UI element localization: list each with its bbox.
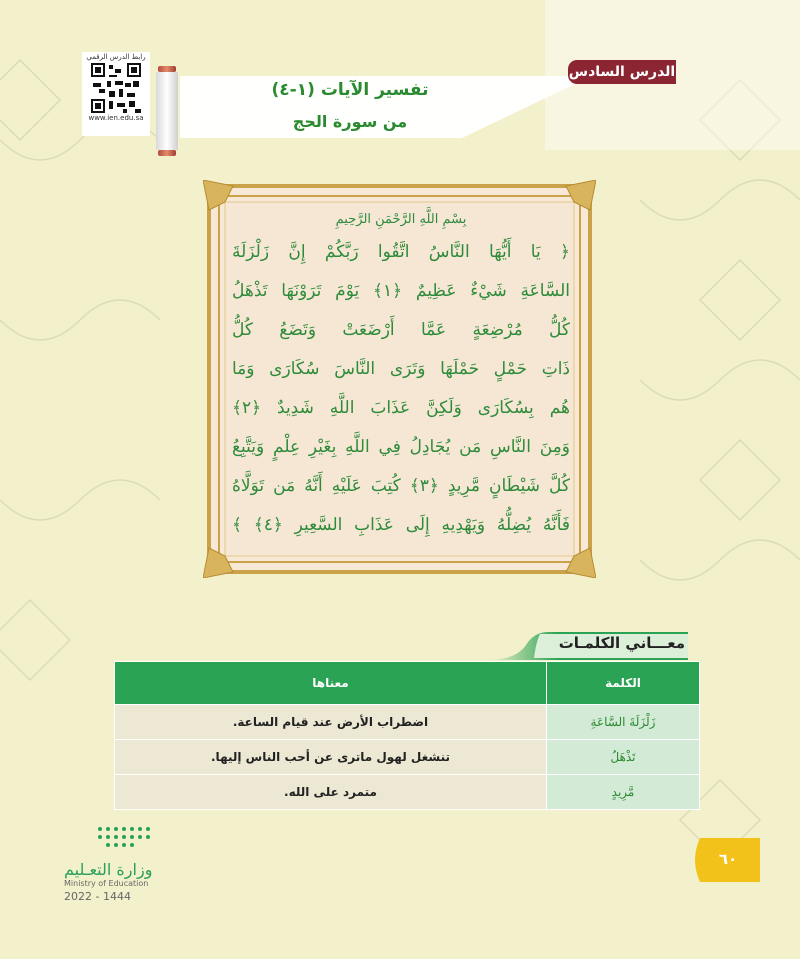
vocab-word: مَّرِيدٍ bbox=[547, 775, 700, 810]
vocab-table bbox=[114, 661, 700, 810]
lesson-subtitle: من سورة الحج bbox=[292, 112, 408, 131]
table-row bbox=[115, 740, 700, 775]
quran-text-block bbox=[232, 212, 570, 545]
vocab-word: زَلْزَلَةَ السَّاعَةِ bbox=[547, 705, 700, 740]
table-row bbox=[115, 705, 700, 740]
qr-code-box[interactable] bbox=[82, 52, 150, 136]
ministry-dots-logo-icon bbox=[64, 826, 154, 848]
vocab-meaning: اضطراب الأرض عند قيام الساعة. bbox=[115, 705, 547, 740]
ministry-name-en: Ministry of Education bbox=[64, 879, 149, 888]
qr-caption: رابط الدرس الرقمي bbox=[86, 53, 146, 61]
verse-line: ذَاتِ حَمْلٍ حَمْلَهَا وَتَرَى النَّاسَ سُكَارَى وَمَا bbox=[232, 359, 570, 379]
column-header-meaning: معناها bbox=[115, 662, 547, 705]
column-header-word: الكلمة bbox=[547, 662, 700, 705]
verse-line: كُلُّ مُرْضِعَةٍ عَمَّا أَرْضَعَتْ وَتَضَعُ كُلُّ bbox=[232, 320, 570, 340]
ministry-name-ar: وزارة التعـليم bbox=[64, 860, 153, 879]
table-row bbox=[115, 775, 700, 810]
lesson-title: تفسير الآيات (١-٤) bbox=[271, 80, 429, 100]
vocab-section-title: معـــاني الكلمـات bbox=[558, 634, 685, 652]
ministry-logo bbox=[64, 826, 204, 903]
lesson-label-tab: الدرس السادس bbox=[568, 60, 676, 84]
vocab-meaning: متمرد على الله. bbox=[115, 775, 547, 810]
verse-line: وَمِنَ النَّاسِ مَن يُجَادِلُ فِي اللَّهِ بِغَيْرِ عِلْمٍ وَيَتَّبِعُ bbox=[232, 437, 570, 457]
vocab-meaning: تنشغل لهول ماترى عن أحب الناس إليها. bbox=[115, 740, 547, 775]
qr-url[interactable]: www.ien.edu.sa bbox=[88, 114, 144, 122]
verse-line: كُلَّ شَيْطَانٍ مَّرِيدٍ ﴿٣﴾ كُتِبَ عَلَيْهِ أَنَّهُ مَن تَوَلَّاهُ bbox=[232, 476, 570, 496]
qr-code-icon[interactable] bbox=[91, 63, 141, 113]
verse-line: فَأَنَّهُ يُضِلُّهُ وَيَهْدِيهِ إِلَى عَذَابِ السَّعِيرِ ﴿٤﴾ ﴾ bbox=[232, 515, 570, 535]
page-number: ٦٠ bbox=[718, 850, 738, 868]
edition-year: 2022 - 1444 bbox=[64, 890, 131, 903]
verse-line: السَّاعَةِ شَيْءٌ عَظِيمٌ ﴿١﴾ يَوْمَ تَرَوْنَهَا تَذْهَلُ bbox=[232, 281, 570, 301]
vocab-word: تَذْهَلُ bbox=[547, 740, 700, 775]
verse-line: ﴿ يَا أَيُّهَا النَّاسُ اتَّقُوا رَبَّكُمْ إِنَّ زَلْزَلَةَ bbox=[232, 242, 570, 262]
vocab-header-row bbox=[115, 662, 700, 705]
basmala: بِسْمِ اللَّهِ الرَّحْمَنِ الرَّحِيمِ bbox=[335, 212, 467, 227]
verse-line: هُم بِسُكَارَى وَلَكِنَّ عَذَابَ اللَّهِ شَدِيدٌ ﴿٢﴾ bbox=[232, 398, 570, 418]
